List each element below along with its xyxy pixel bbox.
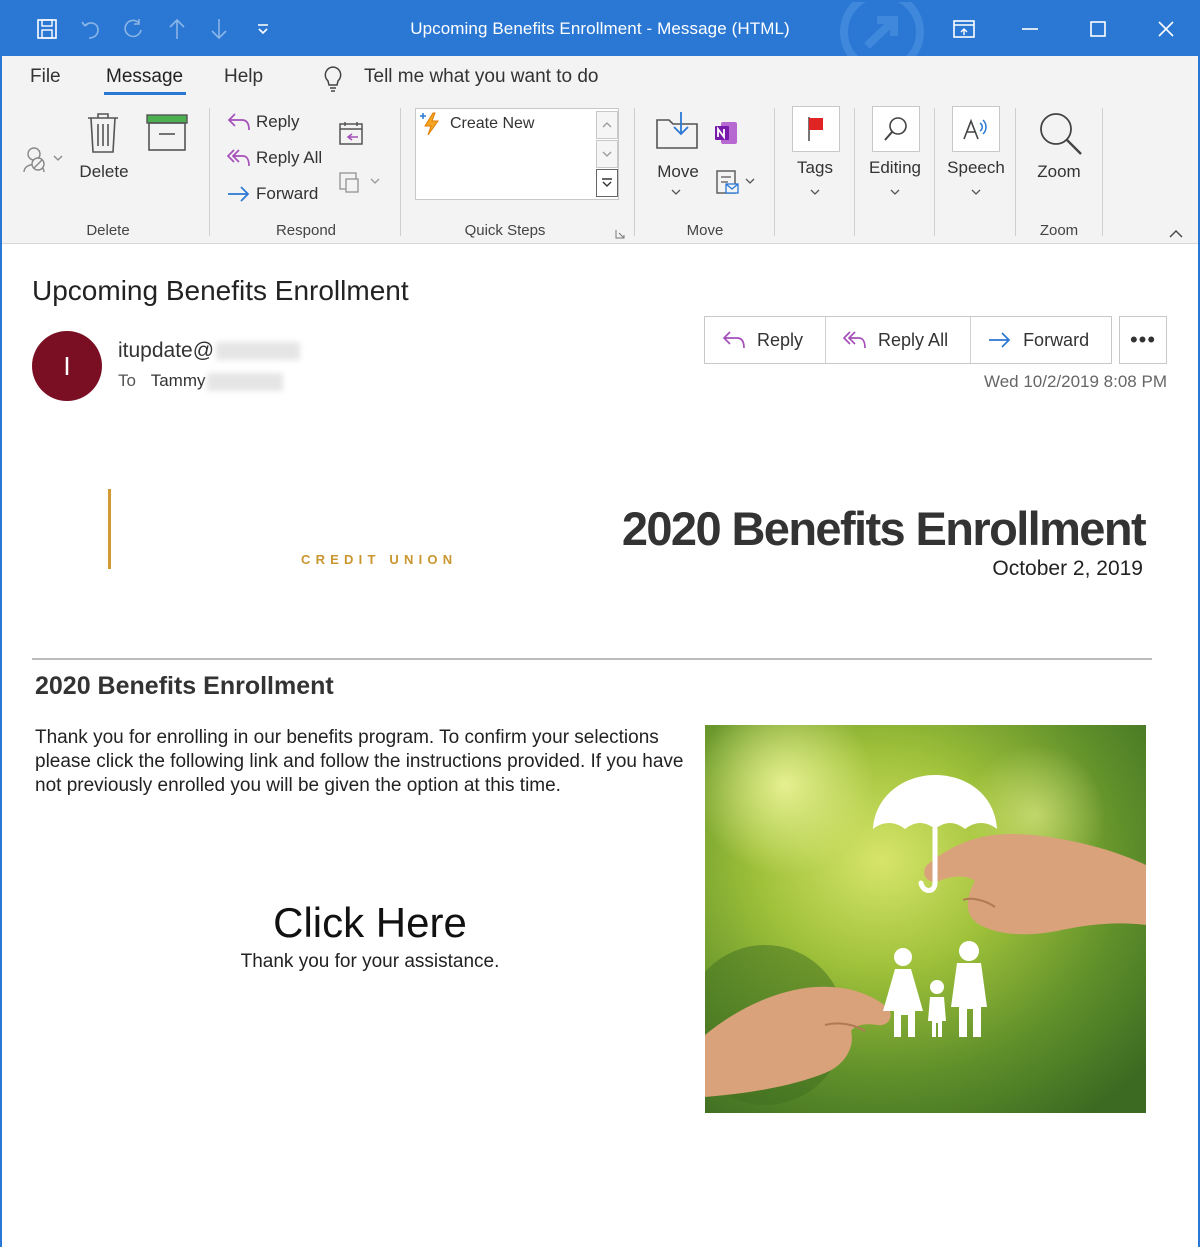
lightbulb-icon — [322, 65, 344, 98]
decorative-arrow-icon — [832, 2, 932, 56]
title-bar — [2, 2, 1198, 56]
onenote-icon[interactable] — [713, 120, 739, 151]
tab-help[interactable]: Help — [224, 66, 264, 87]
minimize-icon[interactable] — [1010, 10, 1050, 48]
reply-all-icon — [226, 146, 252, 170]
ribbon-display-options-icon[interactable] — [944, 10, 984, 48]
chevron-down-icon — [602, 150, 612, 158]
recipient-name[interactable]: Tammy — [150, 371, 206, 390]
speech-button[interactable]: Speech — [947, 158, 1005, 177]
chevron-down-icon[interactable] — [669, 184, 683, 202]
ribbon-reply-all-label: Reply All — [256, 148, 323, 167]
reply-label: Reply — [757, 329, 804, 350]
ribbon-reply-label: Reply — [256, 112, 300, 131]
tab-message[interactable]: Message — [106, 66, 184, 87]
quick-steps-scroll-down[interactable] — [596, 140, 618, 168]
hero-date: October 2, 2019 — [992, 557, 1143, 580]
editing-button[interactable]: Editing — [869, 158, 921, 177]
dialog-launcher-icon[interactable] — [615, 226, 625, 244]
ribbon-separator — [1015, 108, 1016, 236]
tags-flag-icon[interactable] — [792, 106, 840, 152]
more-actions-button[interactable]: ••• — [1119, 316, 1167, 364]
reply-all-icon — [842, 328, 868, 352]
reply-icon — [721, 328, 747, 352]
move-group-label: Move — [686, 222, 724, 239]
delete-button[interactable]: Delete — [79, 162, 129, 181]
active-tab-indicator — [104, 92, 186, 95]
redacted-text — [216, 342, 300, 360]
body-paragraph: Thank you for enrolling in our benefits program. To confirm your selections please click the following link and follow the instructions provided. If you have not previously enrolled you will be given the option at this time. — [35, 727, 684, 796]
ribbon-reply-button[interactable] — [226, 110, 299, 134]
ribbon-separator — [854, 108, 855, 236]
hero-title: 2020 Benefits Enrollment — [621, 502, 1145, 555]
sender-avatar — [32, 331, 102, 401]
maximize-icon[interactable] — [1078, 10, 1118, 48]
reply-icon — [226, 110, 252, 134]
ribbon-reply-all-button[interactable] — [226, 146, 322, 170]
delete-icon[interactable] — [86, 112, 120, 159]
create-new-label: Create New — [450, 115, 535, 132]
ribbon-separator — [934, 108, 935, 236]
quick-steps-group-label: Quick Steps — [464, 222, 546, 239]
avatar-initial: I — [63, 350, 71, 381]
respond-group-label: Respond — [275, 222, 337, 239]
ribbon-forward-button[interactable] — [226, 182, 318, 206]
sender-address[interactable] — [118, 339, 300, 363]
chevron-down-icon[interactable] — [808, 184, 822, 202]
umbrella-family-photo — [705, 725, 1146, 1113]
more-respond-icon[interactable] — [338, 168, 384, 199]
reply-all-label: Reply All — [878, 329, 949, 350]
ribbon — [2, 102, 1198, 244]
meeting-reply-icon[interactable] — [338, 120, 366, 153]
ribbon-forward-label: Forward — [256, 184, 319, 203]
message-date: Wed 10/2/2019 8:08 PM — [983, 372, 1167, 391]
logo-accent-bar — [108, 489, 111, 569]
forward-icon — [226, 182, 252, 206]
move-folder-icon[interactable] — [655, 110, 701, 155]
message-action-bar — [704, 316, 1112, 364]
tell-me-search[interactable]: Tell me what you want to do — [364, 66, 599, 87]
move-button[interactable]: Move — [657, 162, 699, 181]
speech-read-aloud-icon[interactable] — [952, 106, 1000, 152]
divider — [32, 658, 1152, 660]
ignore-icon[interactable] — [22, 144, 66, 179]
reply-all-button[interactable] — [826, 317, 971, 363]
ribbon-separator — [400, 108, 401, 236]
chevron-down-icon[interactable] — [969, 184, 983, 202]
ribbon-separator — [1102, 108, 1103, 236]
chevron-up-icon — [602, 121, 612, 129]
quick-step-create-new[interactable] — [420, 111, 534, 137]
forward-label: Forward — [1023, 329, 1090, 350]
archive-icon[interactable] — [146, 114, 188, 157]
ribbon-separator — [774, 108, 775, 236]
ribbon-separator — [634, 108, 635, 236]
tags-button[interactable]: Tags — [797, 158, 833, 177]
sender-name: itupdate@ — [118, 339, 215, 362]
recipient-line — [118, 371, 283, 391]
section-title: 2020 Benefits Enrollment — [35, 672, 334, 700]
thanks-text: Thank you for your assistance. — [240, 951, 500, 972]
chevron-down-icon[interactable] — [888, 184, 902, 202]
menu-bar — [2, 56, 1198, 102]
quick-steps-expand[interactable] — [596, 169, 618, 197]
reply-button[interactable] — [705, 317, 826, 363]
rules-icon[interactable] — [714, 168, 758, 201]
message-subject: Upcoming Benefits Enrollment — [32, 275, 409, 306]
zoom-group-label: Zoom — [1039, 222, 1079, 239]
zoom-magnifier-icon[interactable] — [1036, 110, 1084, 161]
forward-icon — [987, 328, 1013, 352]
close-icon[interactable] — [1146, 10, 1186, 48]
forward-button[interactable] — [971, 317, 1111, 363]
editing-search-icon[interactable] — [872, 106, 920, 152]
logo-text: CREDIT UNION — [301, 552, 458, 567]
message-reading-pane — [2, 245, 1198, 1247]
click-here-link[interactable]: Click Here — [273, 899, 467, 946]
window-title: Upcoming Benefits Enrollment - Message (HTML) — [410, 19, 790, 38]
lightning-icon — [420, 111, 444, 137]
expand-gallery-icon — [601, 177, 613, 189]
tab-file[interactable]: File — [30, 66, 61, 87]
to-label: To — [118, 371, 136, 390]
redacted-text — [207, 373, 283, 391]
ribbon-separator — [209, 108, 210, 236]
delete-group-label: Delete — [86, 222, 130, 239]
collapse-ribbon-icon[interactable] — [1168, 226, 1184, 244]
quick-steps-scroll-up[interactable] — [596, 111, 618, 139]
zoom-button[interactable]: Zoom — [1037, 162, 1081, 181]
